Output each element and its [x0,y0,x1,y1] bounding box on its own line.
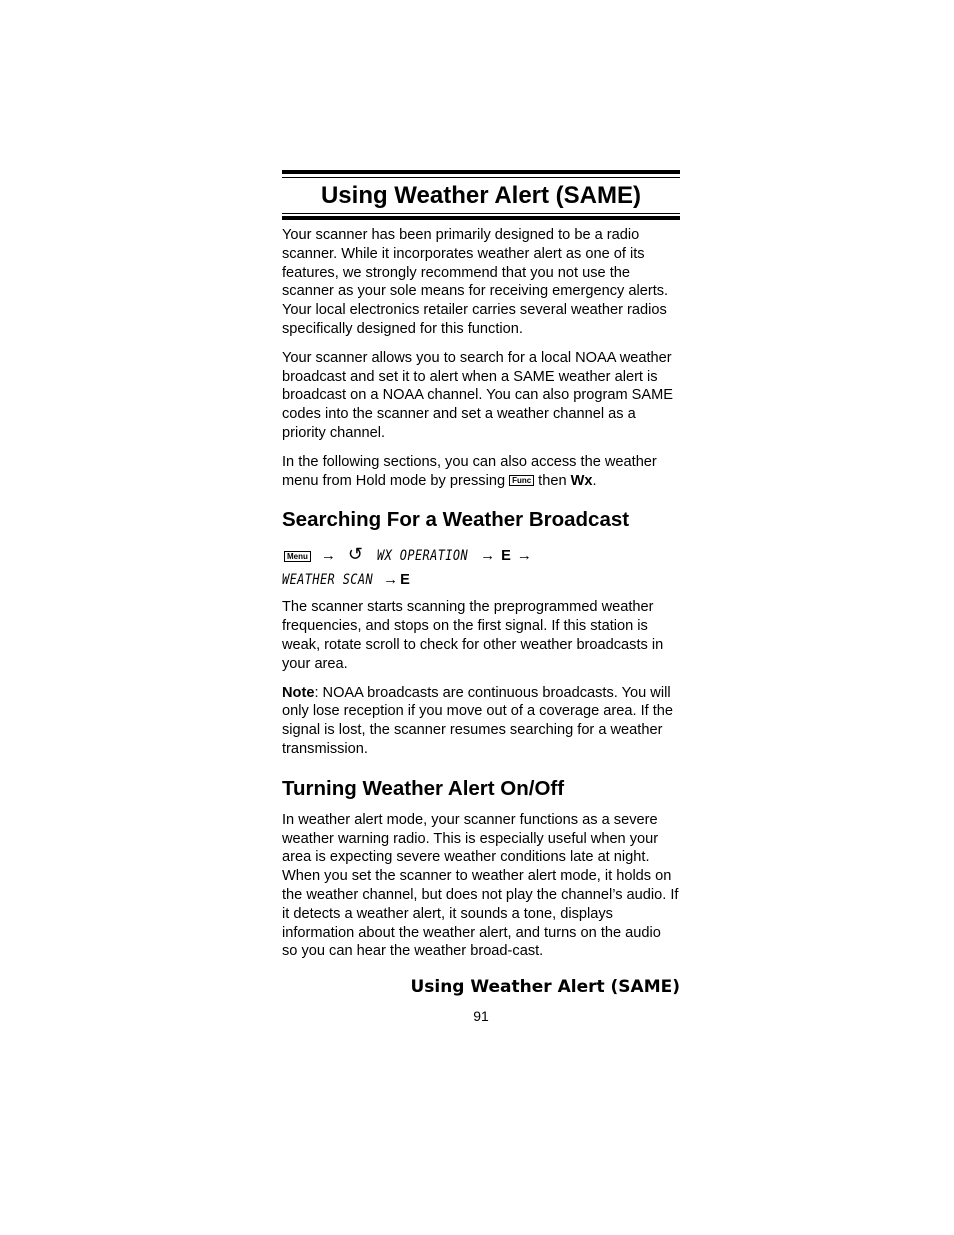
intro-paragraph-1: Your scanner has been primarily designed to be a radio scanner. While it incorporates weather alert as one of its features, we strongly recommend that you not use the scanner as your sole means for receiving emergency alerts. Your local electronics retailer carries several weather radios specifically designed for this function. [282,227,669,337]
title-rule-bottom-thin [282,213,680,214]
lcd-wx-operation: WX OPERATION [376,548,469,565]
title-rule-top-thick [282,170,680,174]
note-paragraph [282,684,680,759]
e-key-label: E [400,572,410,589]
key-sequence-row-1 [282,542,680,568]
intro-paragraph-2: Your scanner allows you to search for a local NOAA weather broadcast and set it to alert when a SAME weather alert is broadcast on a NOAA channel. You can also program SAME codes into the scanner and set a weather channel as a priority channel. [282,349,674,441]
intro-paragraph-3 [282,453,680,491]
searching-paragraph: The scanner starts scanning the preprogrammed weather frequencies, and stops on the first signal. If this station is weak, rotate scroll to check for other weather broadcasts in your area. [282,599,664,672]
section-heading-turning: Turning Weather Alert On/Off [282,776,565,800]
intro-3-end: . [592,472,597,489]
page-title: Using Weather Alert (SAME) [320,182,642,209]
func-key-icon: Func [509,475,534,486]
title-rule-top-thin [282,177,680,178]
key-sequence-row-2 [282,568,680,592]
manual-page [282,170,680,1024]
running-footer-title: Using Weather Alert (SAME) [410,977,680,998]
turning-paragraph: In weather alert mode, your scanner functions as a severe weather warning radio. This is especially useful when your area is expecting severe weather conditions late at night. When you set the scanner to weather alert mode, it holds on the weather channel, but does not play the channel’s audio. If it detects a weather alert, it sounds a tone, displays information about the weather alert, and turns on the audio so you can hear the weather broad-cast. [282,811,679,960]
arrow-icon: → [383,571,399,589]
lcd-weather-scan: WEATHER SCAN [282,572,374,589]
title-block [282,170,680,220]
arrow-icon: → [320,547,336,565]
arrow-icon: → [480,547,496,565]
wx-key-label: Wx [570,472,593,489]
e-key-label: E [501,548,511,565]
key-sequence [282,542,680,592]
section-heading-searching: Searching For a Weather Broadcast [282,508,630,532]
intro-3-then: then [538,472,567,489]
menu-key-icon: Menu [284,551,311,562]
title-rule-bottom-thick [282,216,680,220]
scroll-rotate-icon: ↺ [347,544,363,565]
intro-3-text: In the following sections, you can also access the weather menu from Hold mode by pressing [282,453,657,489]
arrow-icon: → [516,547,532,565]
page-number: 91 [473,1008,489,1025]
note-text: : NOAA broadcasts are continuous broadcasts. You will only lose reception if you move out of a coverage area. If the signal is lost, the scanner resumes searching for a weather transmission. [282,684,674,757]
note-label: Note [282,684,315,701]
